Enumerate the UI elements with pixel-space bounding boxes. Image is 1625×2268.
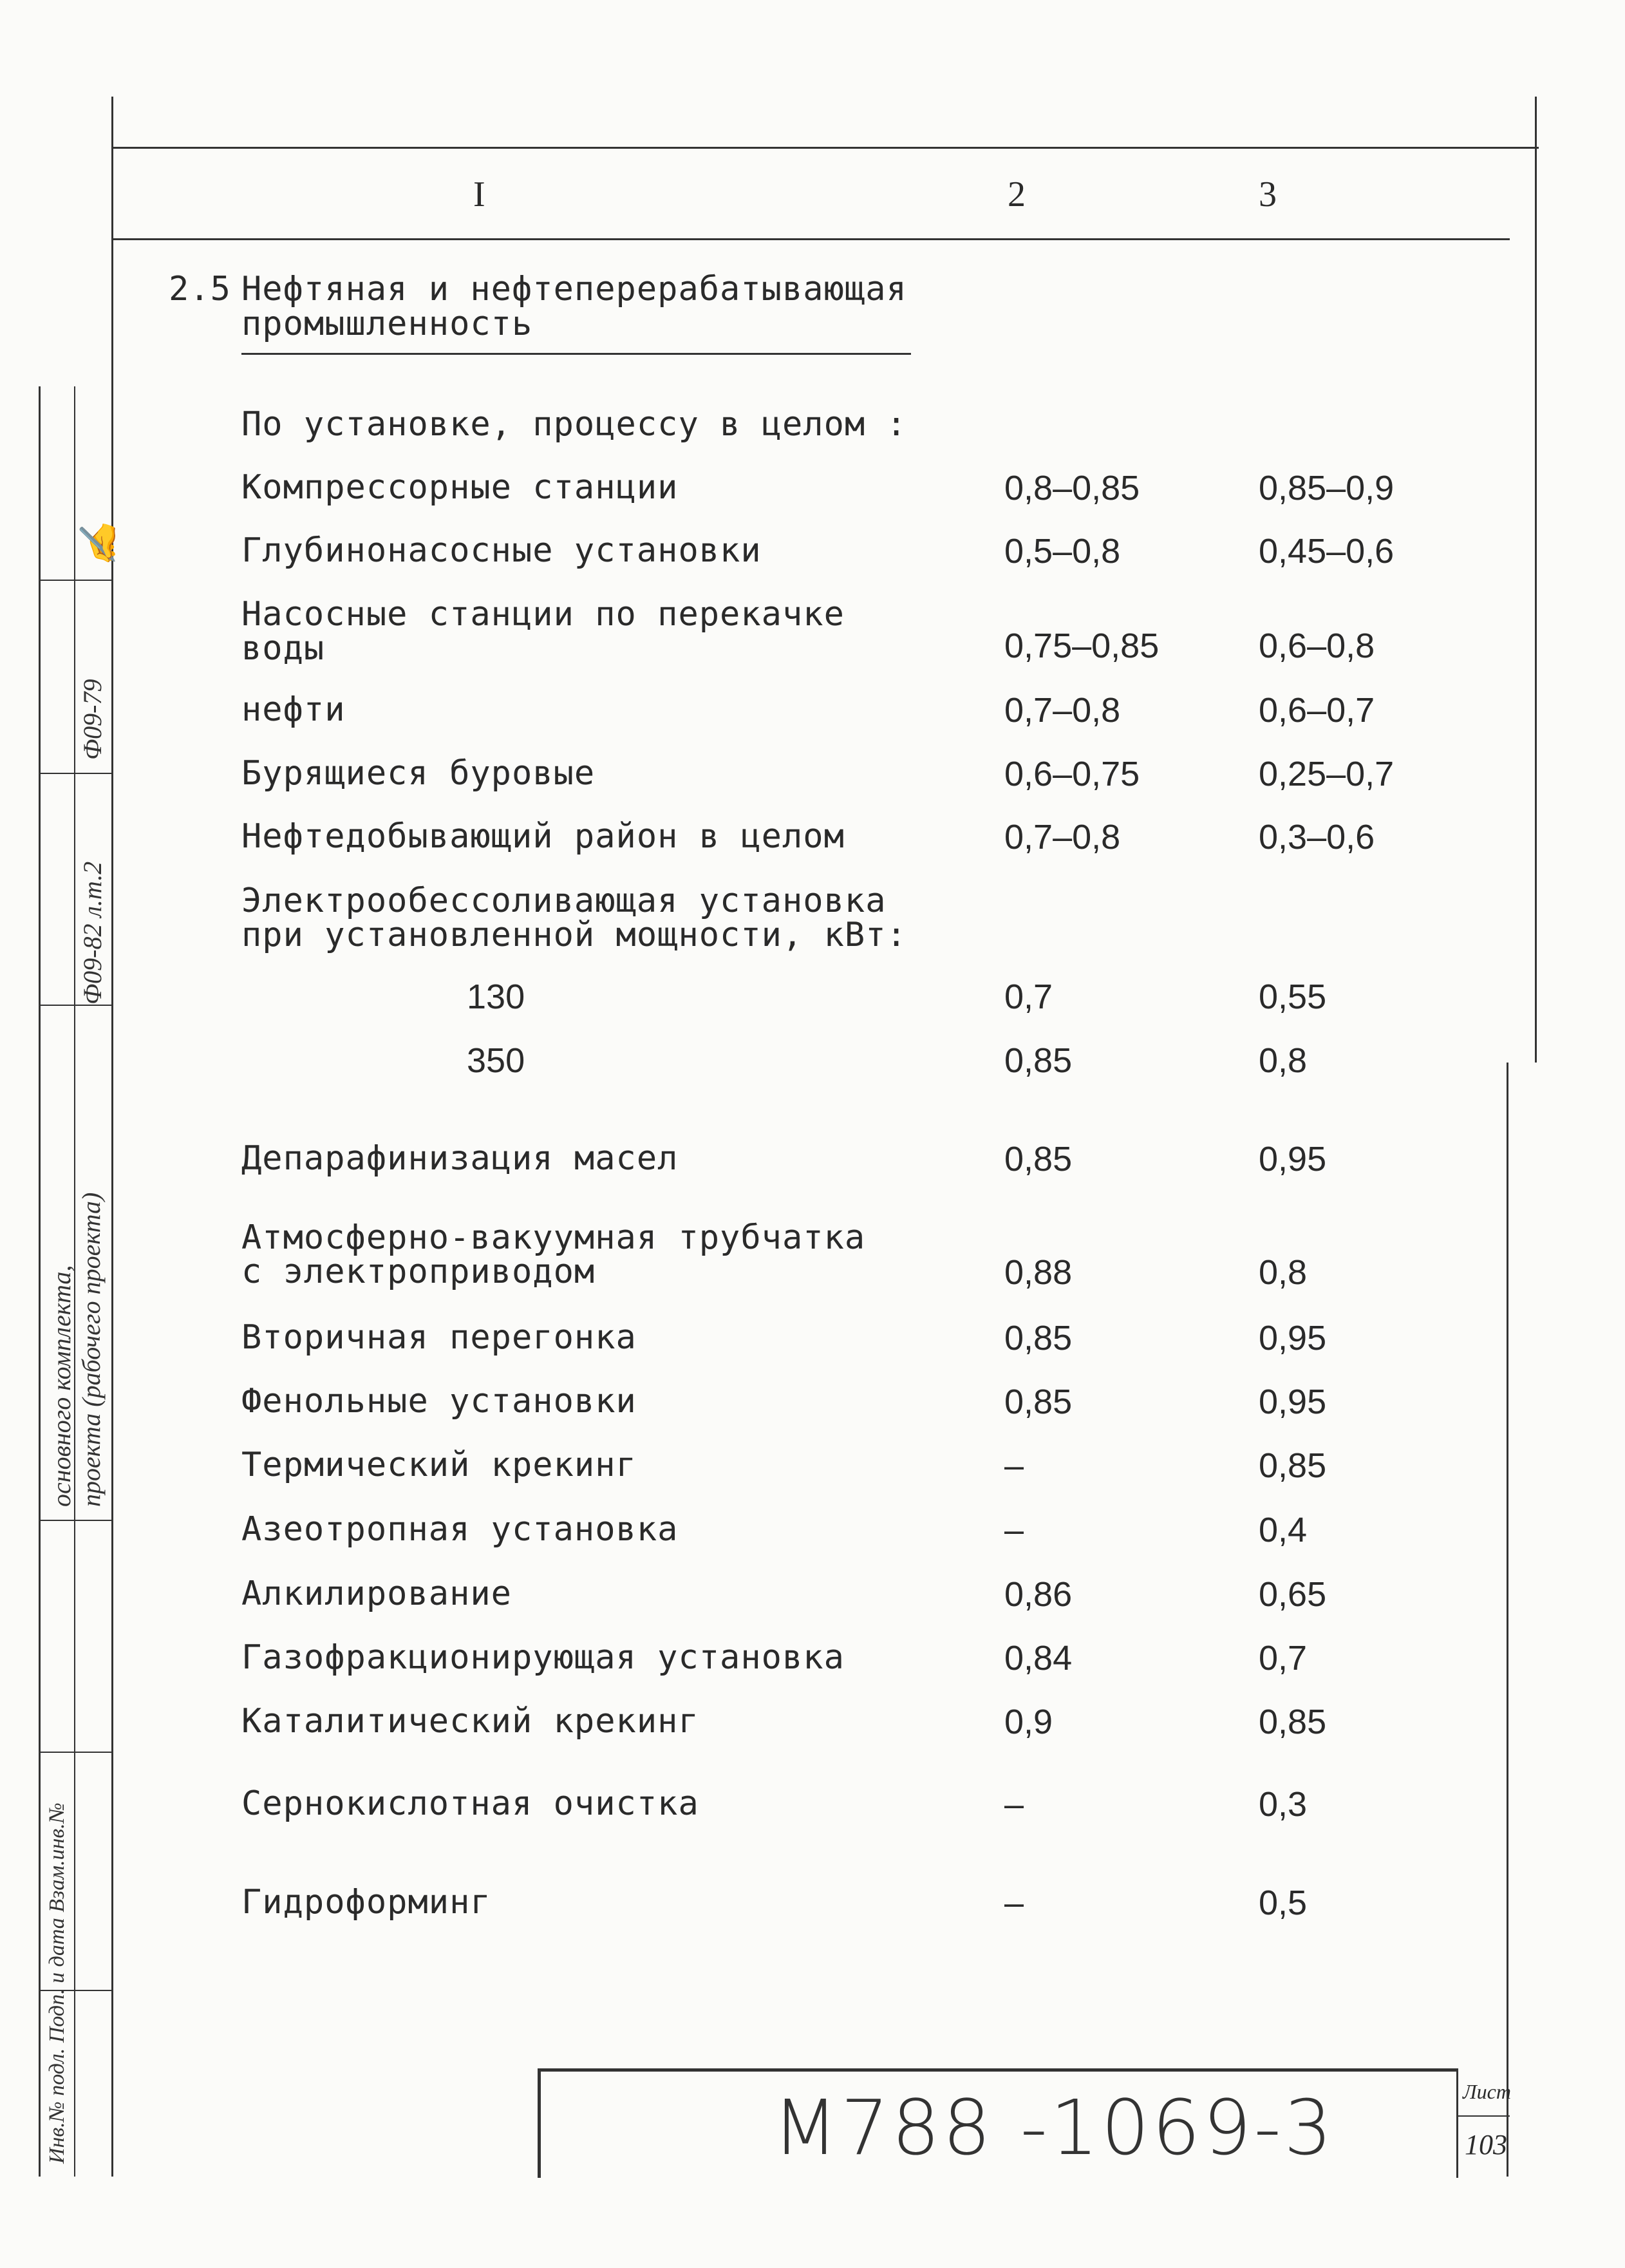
row-label: Насосные станции по перекачке	[241, 595, 845, 634]
row-label: Гидроформинг	[241, 1883, 491, 1922]
stamp-top-line	[538, 2068, 1458, 2072]
margin-f2: Ф09-79	[78, 679, 107, 760]
row-value-col3: 0,7	[1259, 1639, 1308, 1677]
row-value-col2: –	[1004, 1785, 1024, 1824]
row-label: нефти	[241, 690, 346, 729]
row-value-col2: 0,85	[1004, 1319, 1073, 1357]
row-value-col2: –	[1004, 1884, 1024, 1922]
row-value-col3: 0,95	[1259, 1383, 1327, 1421]
top-border-line	[113, 147, 1539, 149]
section-underline	[241, 353, 911, 355]
row-label: воды	[241, 629, 325, 668]
row-label: Алкилирование	[241, 1574, 512, 1613]
row-label: Бурящиеся буровые	[241, 754, 596, 793]
row-value-col3: 0,5	[1259, 1884, 1308, 1922]
row-value-col3: 0,3–0,6	[1259, 818, 1375, 856]
row-label: Глубинонасосные установки	[241, 531, 762, 570]
row-value-col3: 0,8	[1259, 1253, 1308, 1292]
left-frame-line	[111, 97, 113, 2177]
row-value-col2: 0,5–0,8	[1004, 532, 1121, 571]
margin-divider	[39, 1752, 113, 1753]
row-value-col2: 0,86	[1004, 1575, 1073, 1614]
row-value-col2: 0,85	[1004, 1383, 1073, 1421]
row-value-col3: 0,85	[1259, 1446, 1327, 1485]
margin-divider	[39, 580, 113, 581]
row-label: Газофракционирующая установка	[241, 1638, 845, 1677]
margin-inv: Инв.№ подл. Подп. и дата Взам.инв.№	[45, 1802, 69, 2164]
row-value-col2: 0,7–0,8	[1004, 818, 1121, 856]
row-value-col2: 0,84	[1004, 1639, 1073, 1677]
section-title-2: промышленность	[241, 305, 533, 343]
row-label: Фенольные установки	[241, 1382, 637, 1421]
margin-strip-line	[39, 386, 41, 2177]
sheet-box-divider	[1458, 2115, 1510, 2117]
stamp-right-line	[1456, 2068, 1458, 2178]
row-value-col3: 0,6–0,7	[1259, 691, 1375, 730]
row-label: Атмосферно-вакуумная трубчатка	[241, 1218, 866, 1257]
row-value-col3: 0,6–0,8	[1259, 627, 1375, 665]
sheet-label: Лист	[1463, 2080, 1511, 2103]
row-value-col2: –	[1004, 1446, 1024, 1485]
margin-note1: основного комплекта,	[47, 1265, 76, 1507]
row-value-col3: 0,95	[1259, 1319, 1327, 1357]
row-value-col3: 0,65	[1259, 1575, 1327, 1614]
row-value-col2: 0,85	[1004, 1041, 1073, 1080]
row-value-col3: 0,55	[1259, 978, 1327, 1016]
header-col1: I	[473, 175, 485, 214]
row-label-power: 130	[467, 978, 525, 1016]
row-value-col3: 0,95	[1259, 1140, 1327, 1178]
row-value-col2: –	[1004, 1511, 1024, 1549]
row-value-col3: 0,8	[1259, 1041, 1308, 1080]
row-label: при установленной мощности, кВт:	[241, 916, 907, 954]
row-label: Термический крекинг	[241, 1446, 637, 1484]
row-value-col3: 0,45–0,6	[1259, 532, 1395, 571]
right-frame-line	[1535, 97, 1537, 1063]
row-value-col3: 0,25–0,7	[1259, 755, 1395, 793]
row-label: с электроприводом	[241, 1252, 596, 1291]
margin-divider	[39, 1520, 113, 1521]
margin-f1: Ф09-82 л.т.2	[78, 861, 107, 1005]
row-label: Каталитический крекинг	[241, 1702, 699, 1741]
row-label: Азеотропная установка	[241, 1510, 679, 1549]
row-label: Нефтедобывающий район в целом	[241, 817, 845, 856]
row-label: Компрессорные станции	[241, 468, 679, 507]
row-label: Сернокислотная очистка	[241, 1784, 699, 1823]
section-title: Нефтяная и нефтеперерабатывающая	[241, 270, 907, 308]
row-label: Депарафинизация масел	[241, 1139, 679, 1178]
row-value-col2: 0,7	[1004, 978, 1053, 1016]
document-code: М788 -1069-3	[773, 2083, 1335, 2172]
margin-note2: проекта (рабочего проекта)	[77, 1192, 106, 1507]
row-value-col2: 0,7–0,8	[1004, 691, 1121, 730]
row-label: Электрообессоливающая установка	[241, 882, 887, 920]
header-col3: 3	[1259, 175, 1277, 214]
row-value-col2: 0,6–0,75	[1004, 755, 1140, 793]
row-label: Вторичная перегонка	[241, 1318, 637, 1357]
row-value-col3: 0,85–0,9	[1259, 469, 1395, 507]
row-value-col2: 0,8–0,85	[1004, 469, 1140, 507]
row-value-col3: 0,4	[1259, 1511, 1308, 1549]
row-value-col2: 0,85	[1004, 1140, 1073, 1178]
row-label-power: 350	[467, 1041, 525, 1080]
header-bottom-line	[113, 238, 1510, 240]
stamp-left-line	[538, 2068, 541, 2178]
signature-icon: ✍	[79, 522, 119, 567]
right-frame-line-lower	[1507, 1063, 1508, 2177]
row-label: По установке, процессу в целом :	[241, 405, 907, 444]
row-value-col2: 0,9	[1004, 1703, 1053, 1741]
section-number: 2.5	[169, 270, 231, 308]
margin-divider	[39, 773, 113, 774]
margin-divider	[39, 1005, 113, 1006]
sheet-number: 103	[1465, 2129, 1507, 2160]
header-col2: 2	[1008, 175, 1026, 214]
row-value-col3: 0,3	[1259, 1785, 1308, 1824]
row-value-col2: 0,75–0,85	[1004, 627, 1160, 665]
row-value-col3: 0,85	[1259, 1703, 1327, 1741]
row-value-col2: 0,88	[1004, 1253, 1073, 1292]
